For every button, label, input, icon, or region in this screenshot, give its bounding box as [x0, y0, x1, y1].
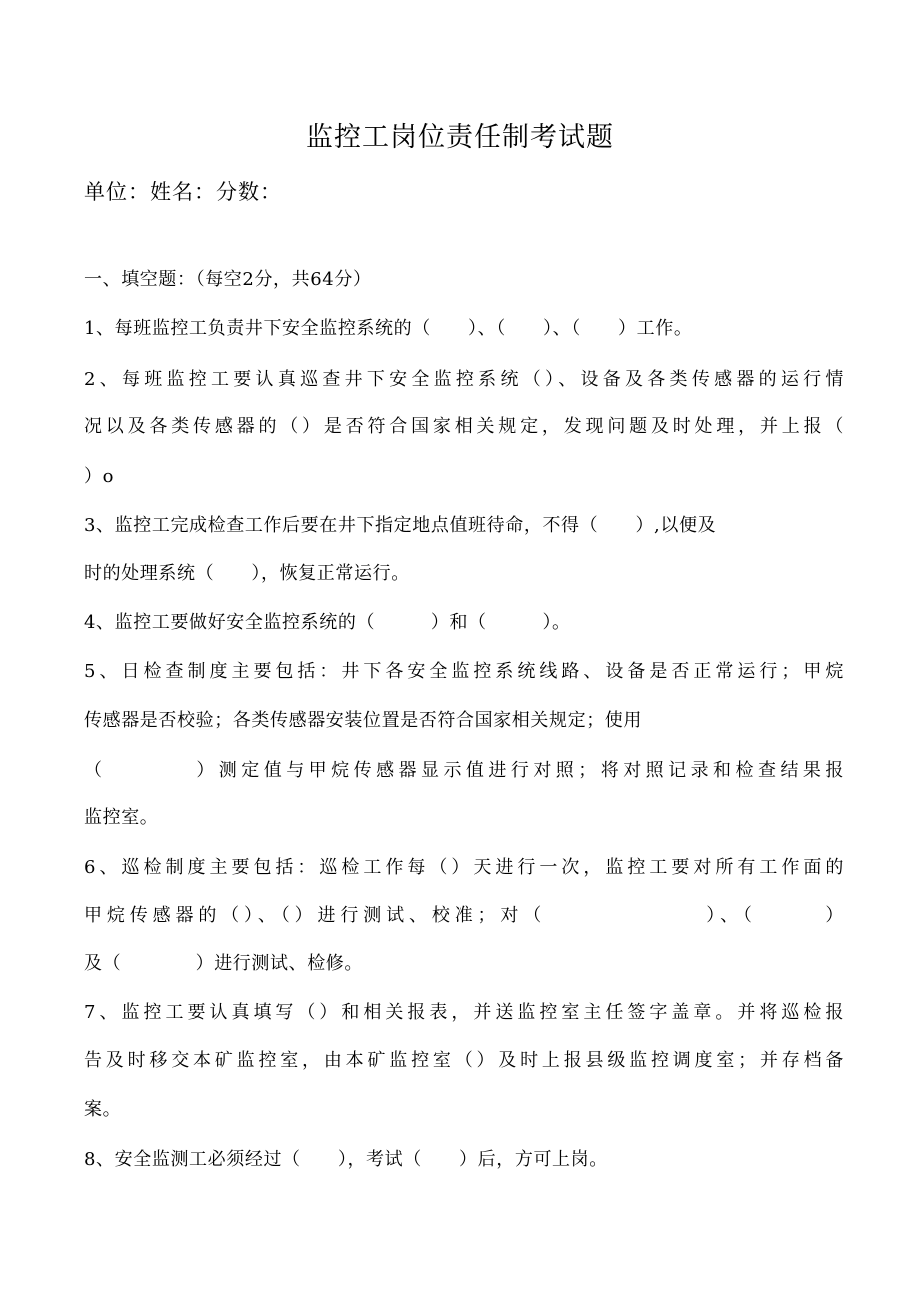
question-line: 时的处理系统（ ），恢复正常运行。 — [84, 563, 410, 584]
question-line: 7、监控工要认真填写（）和相关报表，并送监控室主任签字盖章。并将巡检报 — [84, 1002, 844, 1023]
question-line: 4、监控工要做好安全监控系统的（ ）和（ ）。 — [84, 612, 571, 633]
question-line: 传感器是否校验；各类传感器安装位置是否符合国家相关规定；使用 — [84, 710, 642, 731]
question-line: 5、日检查制度主要包括：井下各安全监控系统线路、设备是否正常运行；甲烷 — [84, 661, 844, 682]
section-heading: 一、填空题：（每空2分，共64分） — [84, 269, 372, 290]
question-line: 监控室。 — [84, 807, 159, 828]
exam-header-fields: 单位：姓名：分数： — [84, 180, 282, 204]
question-line: 告及时移交本矿监控室，由本矿监控室（）及时上报县级监控调度室；并存档备 — [84, 1050, 844, 1071]
question-line: 案。 — [84, 1099, 122, 1120]
question-line: 况以及各类传感器的（）是否符合国家相关规定，发现问题及时处理，并上报（ — [84, 416, 844, 437]
question-line: 6、巡检制度主要包括：巡检工作每（）天进行一次，监控工要对所有工作面的 — [84, 857, 844, 878]
question-line: （ ）测定值与甲烷传感器显示值进行对照；将对照记录和检查结果报 — [84, 760, 844, 781]
question-line: 3、监控工完成检查工作后要在井下指定地点值班待命，不得（ ）,以便及 — [84, 515, 717, 536]
question-line: 2、每班监控工要认真巡查井下安全监控系统（）、设备及各类传感器的运行情 — [84, 369, 844, 390]
question-line: 8、安全监测工必须经过（ ），考试（ ）后，方可上岗。 — [84, 1149, 608, 1170]
question-line: 1、每班监控工负责井下安全监控系统的（ ）、（ ）、（ ）工作。 — [84, 318, 693, 339]
question-line: ）o — [84, 466, 115, 487]
question-line: 及（ ）进行测试、检修。 — [84, 953, 363, 974]
page-title: 监控工岗位责任制考试题 — [306, 122, 614, 153]
question-line: 甲烷传感器的（）、（）进行测试、校准；对（ ）、（ ） — [84, 905, 844, 926]
